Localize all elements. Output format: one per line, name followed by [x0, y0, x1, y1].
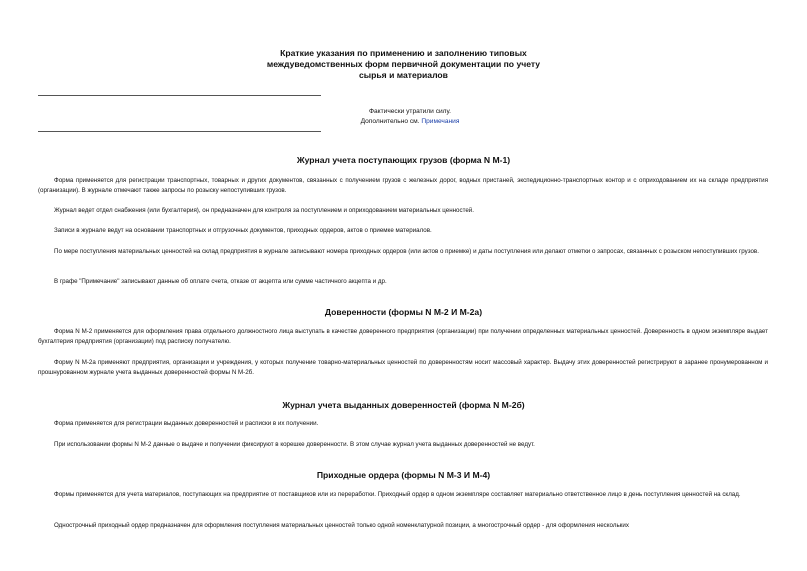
status-note-prefix: Дополнительно см. — [360, 118, 422, 125]
document-title-line: сырья и материалов — [359, 70, 448, 80]
paragraph: Формы применяется для учета материалов, поступающих на предприятие от поставщиков или из переработки. Приходный ордер в одном экземпляре составляет материально ответственное лицо в день поступления ценностей на склад. — [54, 491, 741, 498]
paragraph: В графе "Примечание" записывают данные об оплате счета, отказе от акцепта или сумме частичного акцепта и др. — [54, 278, 387, 285]
status-note — [330, 117, 490, 127]
paragraph: Однострочный приходный ордер предназначен для оформления поступления материальных ценностей только одной номенклатурной позиции, а многострочный ордер - для оформления нескольких — [54, 522, 629, 529]
section-heading: Журнал учета поступающих грузов (форма N М-1) — [296, 155, 511, 165]
document-title-line: Краткие указания по применению и заполнению типовых — [280, 48, 527, 58]
divider — [38, 131, 321, 132]
paragraph: Журнал ведет отдел снабжения (или бухгалтерия), он предназначен для контроля за поступлением и оприходованием материальных ценностей. — [54, 207, 474, 214]
status-line: Фактически утратили силу. — [368, 108, 451, 115]
section-heading: Доверенности (формы N М-2 И М-2а) — [324, 307, 483, 317]
notes-link[interactable]: Примечания — [421, 118, 460, 125]
paragraph: Форма применяется для регистрации транспортных, товарных и других документов, связанных с получением грузов с железных дорог, водных пристаней, экспедиционно-транспортных контор и с оприходованием их на складе предприятия (организации). В журнале отмечают также запросы по розыску непоступивших грузов. — [38, 177, 768, 194]
paragraph: Записи в журнале ведут на основании транспортных и отгрузочных документов, приходных ордеров, актов о приемке материалов. — [54, 227, 432, 234]
document-title — [0, 48, 807, 81]
section-heading: Приходные ордера (формы N М-3 И М-4) — [316, 470, 491, 480]
paragraph: При использовании формы N М-2 данные о выдаче и получении фиксируют в корешке доверенности. В этом случае журнал учета выданных доверенностей не ведут. — [54, 441, 535, 448]
document-title-line: междуведомственных форм первичной документации по учету — [266, 59, 541, 69]
divider — [38, 95, 321, 96]
paragraph: Форма N М-2 применяется для оформления права отдельного должностного лица выступать в качестве доверенного предприятия (организации) при получении определенных материальных ценностей. Доверенность в одном экземпляре выдает бухгалтерия предприятия (организации) под расписку получателю. — [38, 328, 768, 345]
section-heading: Журнал учета выданных доверенностей (форма N М-2б) — [282, 400, 525, 410]
paragraph: Форму N М-2а применяют предприятия, организации и учреждения, у которых получение товарно-материальных ценностей по доверенностям носит массовый характер. Выдачу этих доверенностей регистрируют в заранее пронумерованном и прошнурованном журнале учета выданных доверенностей формы N М-2б. — [38, 359, 768, 376]
paragraph: Форма применяется для регистрации выданных доверенностей и расписки в их получении. — [54, 420, 319, 427]
paragraph: По мере поступления материальных ценностей на склад предприятия в журнале записывают номера приходных ордеров (или актов о приемке) и даты поступления или делают отметки о запросах, связанных с розыском непоступивших грузов. — [54, 248, 759, 255]
